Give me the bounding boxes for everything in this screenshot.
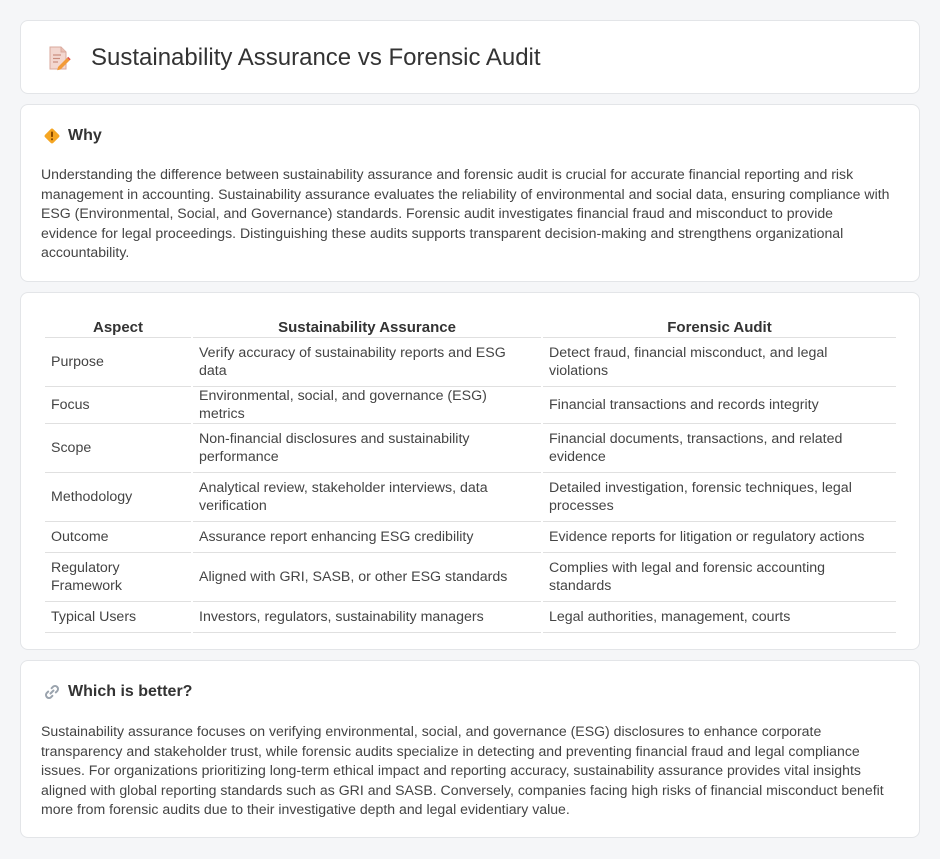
comparison-table [43,318,898,633]
row-forensic: Financial transactions and records integrity [543,387,896,424]
warning-diamond-icon [43,127,61,145]
row-aspect: Scope [45,424,191,473]
why-title: Why [68,127,102,144]
table-row [45,338,896,387]
row-sustainability: Aligned with GRI, SASB, or other ESG standards [193,553,541,602]
why-text: Understanding the difference between sustainability assurance and forensic audit is crucial for accurate financial reporting and risk management in accounting. Sustainability assurance evaluates the reliability of environmental and social data, ensuring compliance with ESG (Environmental, Social, and Governance) standards. Forensic audit investigates financial fraud and misconduct to provide evidence for legal proceedings. Distinguishing these audits supports transparent decision-making and strengthens organizational accountability. [41,166,890,261]
document-edit-icon [47,45,71,71]
header-forensic-audit: Forensic Audit [543,318,896,338]
comparison-card [20,292,920,650]
page-title: Sustainability Assurance vs Forensic Audit [91,44,541,71]
row-aspect: Typical Users [45,602,191,633]
better-heading [43,683,192,701]
table-row [45,522,896,553]
row-aspect: Outcome [45,522,191,553]
row-forensic: Financial documents, transactions, and related evidence [543,424,896,473]
link-icon [43,683,61,701]
row-sustainability: Investors, regulators, sustainability managers [193,602,541,633]
row-forensic: Legal authorities, management, courts [543,602,896,633]
row-aspect: Purpose [45,338,191,387]
row-forensic: Evidence reports for litigation or regulatory actions [543,522,896,553]
better-title: Which is better? [68,683,193,700]
header-aspect: Aspect [45,318,191,338]
row-aspect: Regulatory Framework [45,553,191,602]
better-text: Sustainability assurance focuses on verifying environmental, social, and governance (ESG) disclosures to enhance corporate transparency and stakeholder trust, while forensic audits specialize in detecting and preventing financial fraud and legal compliance issues. For organizations prioritizing long-term ethical impact and reporting accuracy, sustainability assurance provides vital insights aligned with global reporting standards such as GRI and SASB. Conversely, companies facing high risks of financial misconduct benefit more from forensic audits due to their investigative depth and legal evidentiary value. [41,723,884,818]
header-sustainability-assurance: Sustainability Assurance [193,318,541,338]
why-card [20,104,920,282]
table-row [45,602,896,633]
row-sustainability: Verify accuracy of sustainability reports and ESG data [193,338,541,387]
row-aspect: Methodology [45,473,191,522]
row-aspect: Focus [45,387,191,424]
why-heading [43,127,102,145]
row-forensic: Complies with legal and forensic accounting standards [543,553,896,602]
title-row [47,44,541,72]
table-row [45,387,896,424]
better-card [20,660,920,838]
row-sustainability: Assurance report enhancing ESG credibility [193,522,541,553]
row-forensic: Detailed investigation, forensic techniques, legal processes [543,473,896,522]
row-sustainability: Non-financial disclosures and sustainability performance [193,424,541,473]
table-row [45,424,896,473]
table-header-row [45,318,896,338]
row-sustainability: Analytical review, stakeholder interviews, data verification [193,473,541,522]
row-sustainability: Environmental, social, and governance (ESG) metrics [193,387,541,424]
header-card [20,20,920,94]
table-row [45,553,896,602]
table-row [45,473,896,522]
row-forensic: Detect fraud, financial misconduct, and legal violations [543,338,896,387]
